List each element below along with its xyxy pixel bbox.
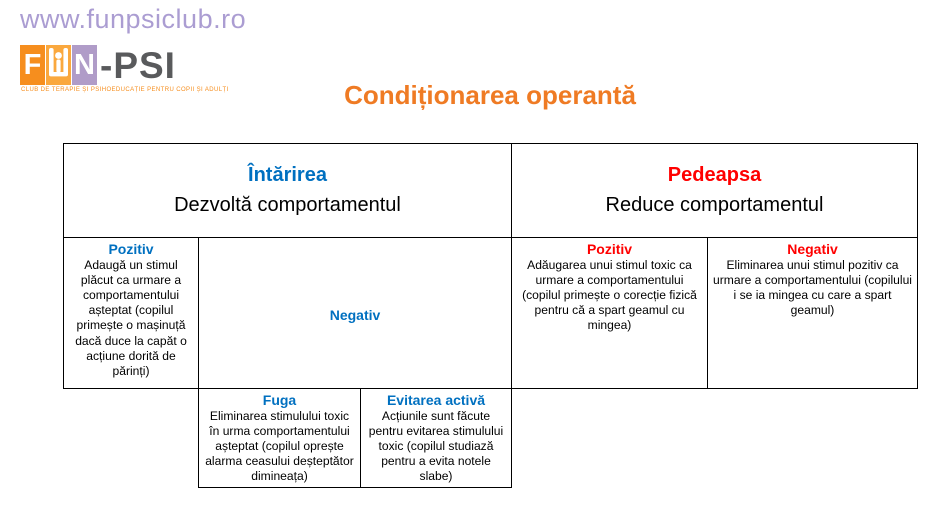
page-title: Condiționarea operantă <box>344 80 636 110</box>
cell-punishment-positive-title: Pozitiv <box>586 241 633 257</box>
cell-punishment-negative-body: Eliminarea unui stimul pozitiv ca urmare a comportamentului (copilului i se ia mingea cu care a spart geamul) <box>713 258 912 318</box>
cell-active-avoidance <box>360 388 512 488</box>
cell-reinforcement-positive <box>63 237 199 389</box>
cell-punishment-negative-title: Negativ <box>787 241 838 257</box>
cell-reinforcement-positive-title: Pozitiv <box>108 241 154 257</box>
cell-active-avoidance-title: Evitarea activă <box>386 392 486 408</box>
cell-punishment-negative <box>707 237 918 389</box>
header-punishment-title: Pedeapsa <box>667 164 762 186</box>
logo-person-icon <box>46 45 71 85</box>
cell-punishment-positive <box>511 237 708 389</box>
cell-active-avoidance-body: Acțiunile sunt făcute pentru evitarea stimulului toxic (copilul studiază pentru a evita notele slabe) <box>368 409 504 484</box>
header-reinforcement <box>63 143 512 238</box>
logo-tagline: CLUB DE TERAPIE ȘI PSIHOEDUCAȚIE PENTRU COPII ȘI ADULȚI <box>21 87 229 93</box>
cell-escape-title: Fuga <box>262 392 297 408</box>
header-reinforcement-title: Întărirea <box>248 164 327 186</box>
header-reinforcement-subtitle: Dezvoltă comportamentul <box>174 194 401 216</box>
cell-reinforcement-positive-body: Adaugă un stimul plăcut ca urmare a comportamentului așteptat (copilul primește o mașinuță dacă duce la capăt o acțiune dorită de părinți) <box>75 258 187 378</box>
funpsi-logo <box>20 45 176 85</box>
website-url: www.funpsiclub.ro <box>20 4 247 34</box>
header-punishment <box>511 143 918 238</box>
cell-escape-body: Eliminarea stimulului toxic în urma comportamentului așteptat (copilul oprește alarma ceasului deșteptător dimineața) <box>205 409 354 484</box>
cell-reinforcement-negative-title: Negativ <box>329 306 381 323</box>
logo-letter-f: F <box>20 45 45 85</box>
header-punishment-subtitle: Reduce comportamentul <box>605 194 824 216</box>
cell-reinforcement-negative <box>198 237 512 389</box>
logo-letter-n: N <box>72 45 97 85</box>
cell-escape <box>198 388 361 488</box>
logo-suffix: -PSI <box>100 45 176 86</box>
cell-punishment-positive-body: Adăugarea unui stimul toxic ca urmare a comportamentului (copilul primește o corecție fizică pentru că a spart geamul cu mingea) <box>522 258 697 333</box>
